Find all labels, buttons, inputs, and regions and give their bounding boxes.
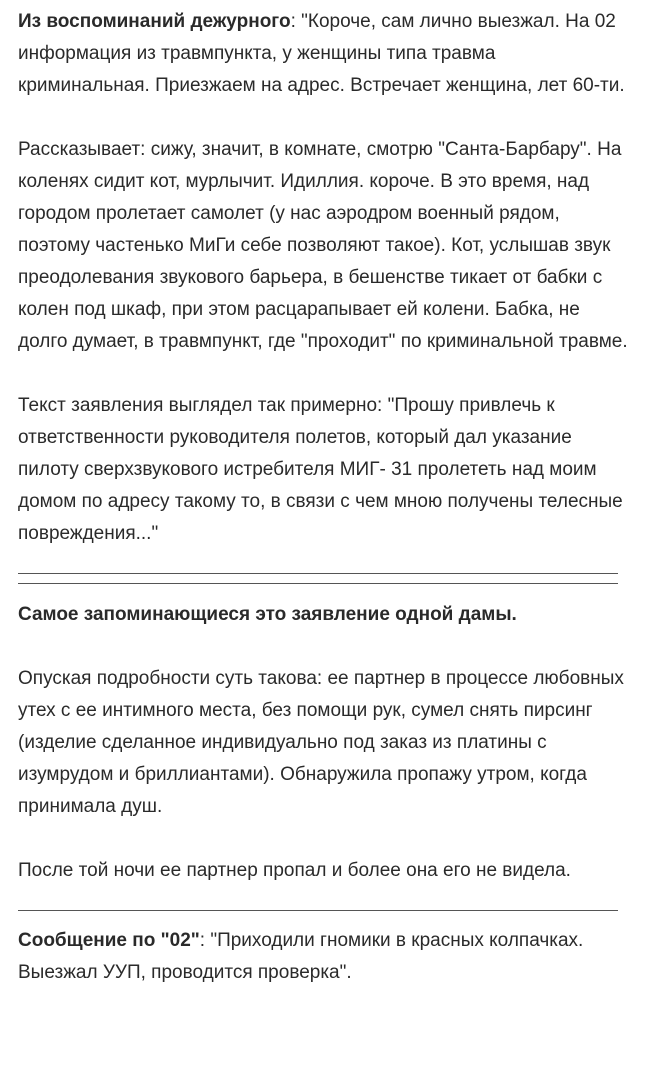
story3-lead-text: : "Приходили гномики в красных колпачках. Выезжал УУП, проводится проверка".	[18, 930, 584, 983]
story1-lead-text: : "Короче, сам лично выезжал. На 02 информация из травмпункта, у женщины типа травма криминальная. Приезжаем на адрес. Встречает женщина, лет 60-ти.	[18, 11, 625, 96]
divider-line	[18, 583, 618, 584]
story3-lead-bold: Сообщение по "02"	[18, 930, 200, 951]
story2-title: Самое запоминающиеся это заявление одной дамы.	[18, 604, 517, 625]
story2-paragraph-2: После той ночи ее партнер пропал и более она его не видела.	[18, 860, 571, 881]
paragraph-gap	[18, 102, 628, 134]
divider-line	[18, 910, 618, 911]
paragraph-gap	[18, 631, 628, 663]
single-divider	[18, 910, 628, 911]
divider-line	[18, 573, 618, 574]
double-divider	[18, 573, 628, 584]
story1-paragraph-2: Рассказывает: сижу, значит, в комнате, смотрю "Санта-Барбару". На коленях сидит кот, мурлычит. Идиллия. короче. В это время, над городом пролетает самолет (у нас аэродром военный рядом, поэтому частенько МиГи себе позволяют такое). Кот, услышав звук преодолевания звукового барьера, в бешенстве тикает от бабки с колен под шкаф, при этом расцарапывает ей колени. Бабка, не долго думает, в травмпункт, где "проходит" по криминальной травме.	[18, 139, 628, 352]
article-text	[18, 6, 628, 989]
story3-paragraph	[18, 925, 628, 989]
story1-lead-bold: Из воспоминаний дежурного	[18, 11, 291, 32]
paragraph-gap	[18, 358, 628, 390]
paragraph-gap	[18, 823, 628, 855]
story1-paragraph-3: Текст заявления выглядел так примерно: "Прошу привлечь к ответственности руководителя полетов, который дал указание пилоту сверхзвукового истребителя МИГ- 31 пролететь над моим домом по адресу такому то, в связи с чем мною получены телесные повреждения..."	[18, 395, 623, 544]
story1-paragraph-1	[18, 6, 628, 102]
story2-paragraph-1: Опуская подробности суть такова: ее партнер в процессе любовных утех с ее интимного места, без помощи рук, сумел снять пирсинг (изделие сделанное индивидуально под заказ из платины с изумрудом и бриллиантами). Обнаружила пропажу утром, когда принимала душ.	[18, 668, 624, 817]
